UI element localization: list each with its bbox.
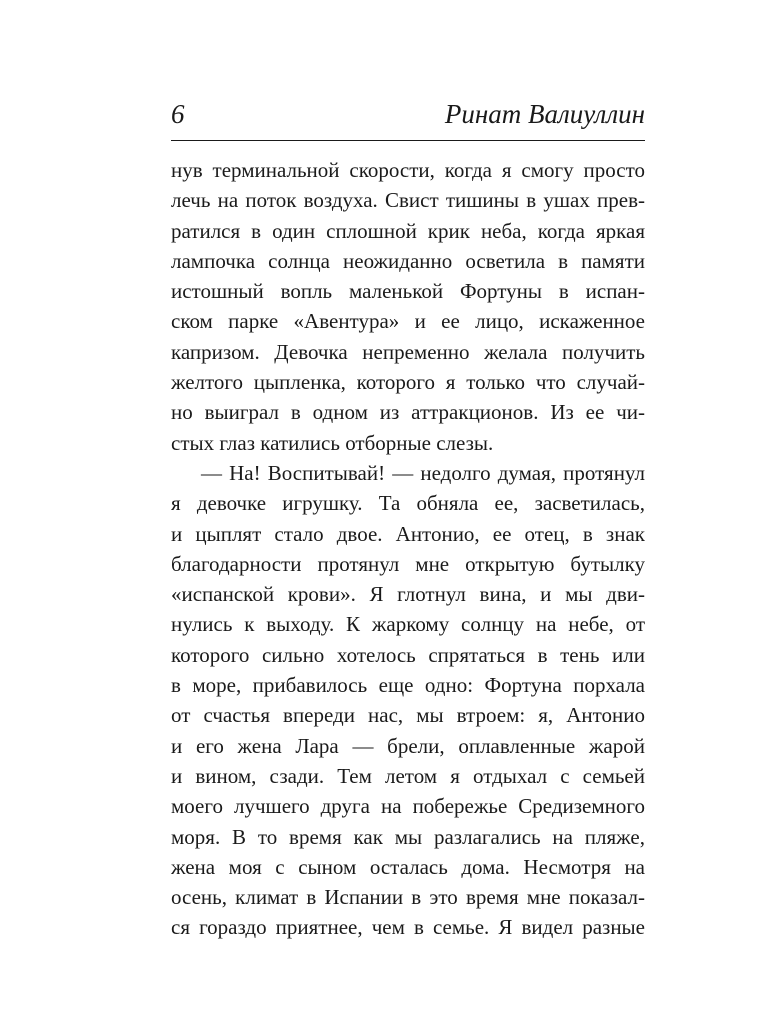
text-line: я девочке игрушку. Та обняла ее, засветилась, bbox=[171, 491, 645, 516]
text-line: нулись к выходу. К жаркому солнцу на небе, от bbox=[171, 612, 645, 637]
text-line: осень, климат в Испании в это время мне показал- bbox=[171, 885, 645, 910]
text-line: нув терминальной скорости, когда я смогу просто bbox=[171, 158, 645, 182]
text-line: которого сильно хотелось спрятаться в тень или bbox=[171, 642, 645, 667]
text-line: благодарности протянул мне открытую бутылку bbox=[171, 551, 645, 576]
text-line: истошный вопль маленькой Фортуны в испан- bbox=[171, 279, 645, 304]
text-line: ском парке «Авентура» и ее лицо, искаженное bbox=[171, 309, 645, 334]
text-line: лампочка солнца неожиданно осветила в памяти bbox=[171, 248, 645, 273]
text-line: — На! Воспитывай! — недолго думая, протянул bbox=[201, 460, 645, 485]
text-line: ся гораздо приятнее, чем в семье. Я видел разные bbox=[171, 915, 645, 940]
text-line: и цыплят стало двое. Антонио, ее отец, в знак bbox=[171, 521, 645, 546]
text-line: и вином, сзади. Тем летом я отдыхал с семьей bbox=[171, 763, 645, 788]
text-line: желтого цыпленка, которого я только что случай- bbox=[171, 370, 645, 395]
text-line: в море, прибавилось еще одно: Фортуна порхала bbox=[171, 673, 645, 698]
running-head: Ринат Валиуллин bbox=[444, 99, 645, 129]
text-line: моего лучшего друга на побережье Средиземного bbox=[171, 794, 645, 819]
text-line: ратился в один сплошной крик неба, когда яркая bbox=[171, 218, 645, 243]
page-header bbox=[171, 96, 645, 132]
text-line: моря. В то время как мы разлагались на пляже, bbox=[171, 824, 645, 849]
text-line: стых глаз катились отборные слезы. bbox=[171, 430, 494, 455]
body-text bbox=[171, 155, 645, 943]
text-line: жена моя с сыном осталась дома. Несмотря на bbox=[171, 854, 645, 879]
text-line: капризом. Девочка непременно желала получить bbox=[171, 339, 645, 364]
text-line: от счастья впереди нас, мы втроем: я, Антонио bbox=[171, 703, 645, 728]
text-line: но выиграл в одном из аттракционов. Из ее чи- bbox=[171, 400, 645, 425]
page-number: 6 bbox=[171, 99, 185, 129]
text-line: «испанской крови». Я глотнул вина, и мы дви- bbox=[171, 582, 645, 607]
text-line: и его жена Лара — брели, оплавленные жарой bbox=[171, 733, 645, 758]
text-line: лечь на поток воздуха. Свист тишины в ушах прев- bbox=[171, 188, 645, 213]
header-rule bbox=[171, 140, 645, 141]
